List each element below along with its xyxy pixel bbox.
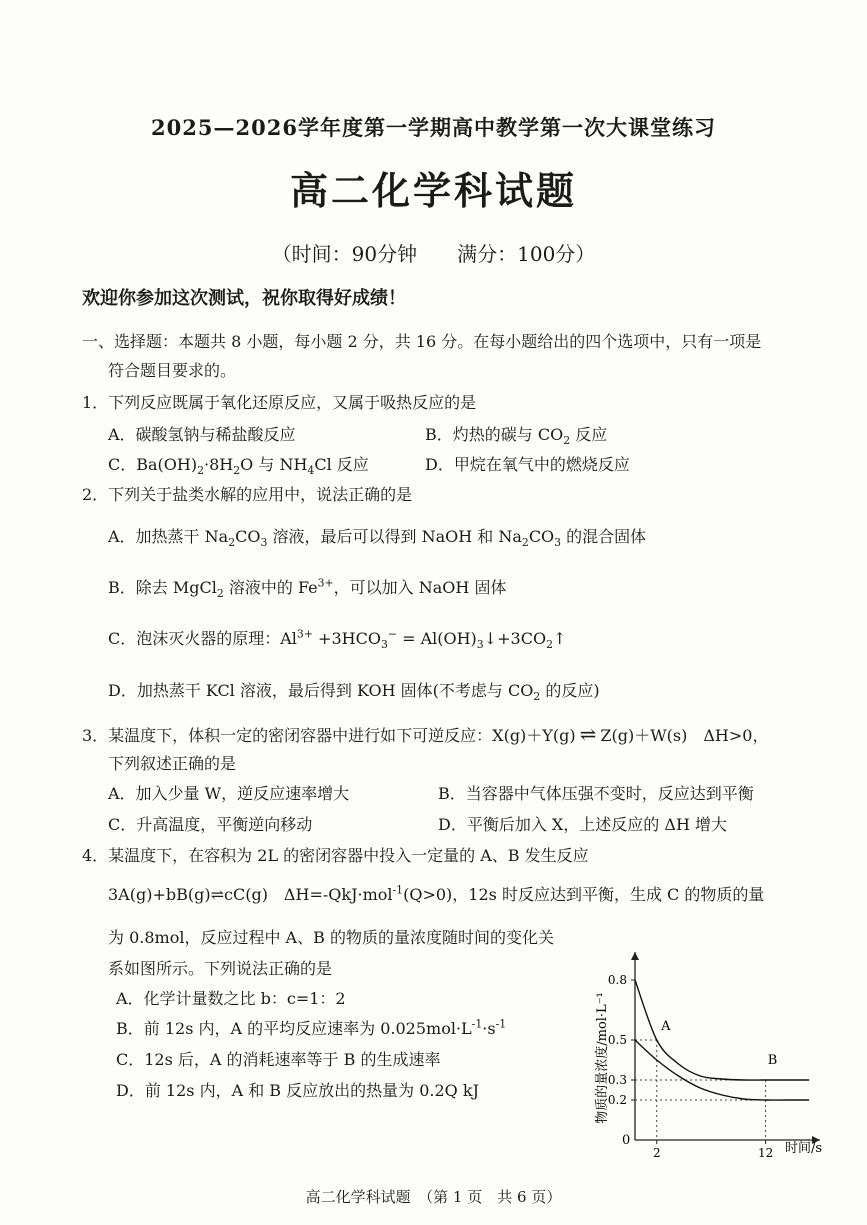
- q2-option-d: D．加热蒸干 KCl 溶液，最后得到 KOH 固体(不考虑与 $CO_2$ 的反应): [108, 681, 600, 704]
- concentration-time-chart: [580, 930, 830, 1162]
- q1-option-d: D．甲烷在氧气中的燃烧反应: [425, 455, 630, 474]
- series-label-a: A: [661, 1019, 671, 1034]
- y-tick-label: 0.8: [607, 973, 627, 987]
- section-intro-line1: 一、选择题：本题共 8 小题，每小题 2 分，共 16 分。在每小题给出的四个选项中，只有一项是: [82, 332, 762, 351]
- q4-stem: 4．某温度下，在容积为 2L 的密闭容器中投入一定量的 A、B 发生反应: [82, 846, 589, 865]
- chart-axes: [631, 952, 820, 1144]
- q3-stem-line2: 下列叙述正确的是: [108, 754, 237, 773]
- chart-guides: [635, 1040, 766, 1140]
- q3-option-b: B．当容器中气体压强不变时，反应达到平衡: [438, 784, 754, 803]
- q3-option-a: A．加入少量 W，逆反应速率增大: [108, 784, 350, 803]
- reversible-arrow-icon: ⇌: [579, 722, 597, 746]
- q2-stem: 2．下列关于盐类水解的应用中，说法正确的是: [82, 485, 413, 504]
- chart-lines: [635, 980, 809, 1100]
- series-line-b: [635, 1040, 809, 1100]
- q2-option-c: C．泡沫灭火器的原理：$Al^{3+} +3HCO_3^-$ = $Al(OH)_3↓+3CO_2↑$: [108, 627, 567, 652]
- q4-option-d: D．前 12s 内，A 和 B 反应放出的热量为 0.2Q kJ: [116, 1081, 479, 1100]
- x-axis-label: 时间/s: [785, 1141, 823, 1156]
- q3-option-c: C．升高温度，平衡逆向移动: [108, 815, 313, 834]
- x-tick-label: 12: [757, 1146, 774, 1160]
- y-axis-arrow-icon: [631, 952, 639, 960]
- q4-option-a: A．化学计量数之比 b：c=1：2: [116, 989, 346, 1008]
- q4-option-b: B．前 12s 内，A 的平均反应速率为 $0.025mol\cdot L^{-1}\cdot s^{-1}$: [116, 1017, 507, 1038]
- x-tick-label: 2: [652, 1146, 661, 1160]
- q4-stem-line3: 为 0.8mol，反应过程中 A、B 的物质的量浓度随时间的变化关: [108, 928, 554, 947]
- exam-session-title: 2025—2026学年度第一学期高中教学第一次大课堂练习: [151, 115, 716, 140]
- series-label-b: B: [767, 1053, 778, 1068]
- origin-label: 0: [622, 1133, 631, 1148]
- page-title: 高二化学科试题: [289, 168, 577, 213]
- q1-option-a: A．碳酸氢钠与稀盐酸反应: [108, 425, 296, 444]
- page-footer: 高二化学科试题 （第 1 页 共 6 页）: [305, 1188, 562, 1206]
- chart-labels: [608, 973, 777, 1160]
- q4-equation: 3A(g)+bB(g)⇌cC(g) ΔH=-QkJ·mol$^{-1}$(Q>0)，12s 时反应达到平衡，生成 C 的物质的量: [108, 883, 765, 904]
- y-tick-label: 0.2: [607, 1093, 627, 1107]
- q1-option-b: B．灼热的碳与 $CO_2$ 反应: [425, 425, 608, 448]
- q2-option-a: A．加热蒸干 $Na_2CO_3$ 溶液，最后可以得到 NaOH 和 $Na_2CO_3$ 的混合固体: [108, 527, 647, 550]
- y-axis-label: 物质的量浓度/mol·L⁻¹: [595, 992, 610, 1124]
- q3-option-d: D．平衡后加入 X，上述反应的 ΔH 增大: [438, 815, 727, 834]
- q1-option-c: C．$Ba(OH)_2\cdot 8H_2O$ 与 $NH_4Cl$ 反应: [108, 455, 369, 478]
- y-tick-label: 0.3: [607, 1073, 627, 1087]
- q4-option-c: C．12s 后，A 的消耗速率等于 B 的生成速率: [116, 1050, 441, 1069]
- q4-stem-line4: 系如图所示。下列说法正确的是: [108, 959, 333, 978]
- y-tick-label: 0.5: [607, 1033, 627, 1047]
- section-intro-line2: 符合题目要求的。: [108, 361, 237, 380]
- q1-stem: 1．下列反应既属于氧化还原反应，又属于吸热反应的是: [82, 393, 477, 412]
- time-and-score: （时间：90分钟 满分：100分）: [271, 242, 596, 266]
- q3-stem: 3．某温度下，体积一定的密闭容器中进行如下可逆反应：X(g)＋Y(g) ⇌ Z(g)＋W(s) ΔH>0，: [82, 722, 769, 746]
- q2-option-b: B．除去 MgCl$_2$ 溶液中的 $Fe^{3+}$，可以加入 NaOH 固体: [108, 576, 507, 601]
- welcome-text: 欢迎你参加这次测试，祝你取得好成绩！: [82, 288, 406, 309]
